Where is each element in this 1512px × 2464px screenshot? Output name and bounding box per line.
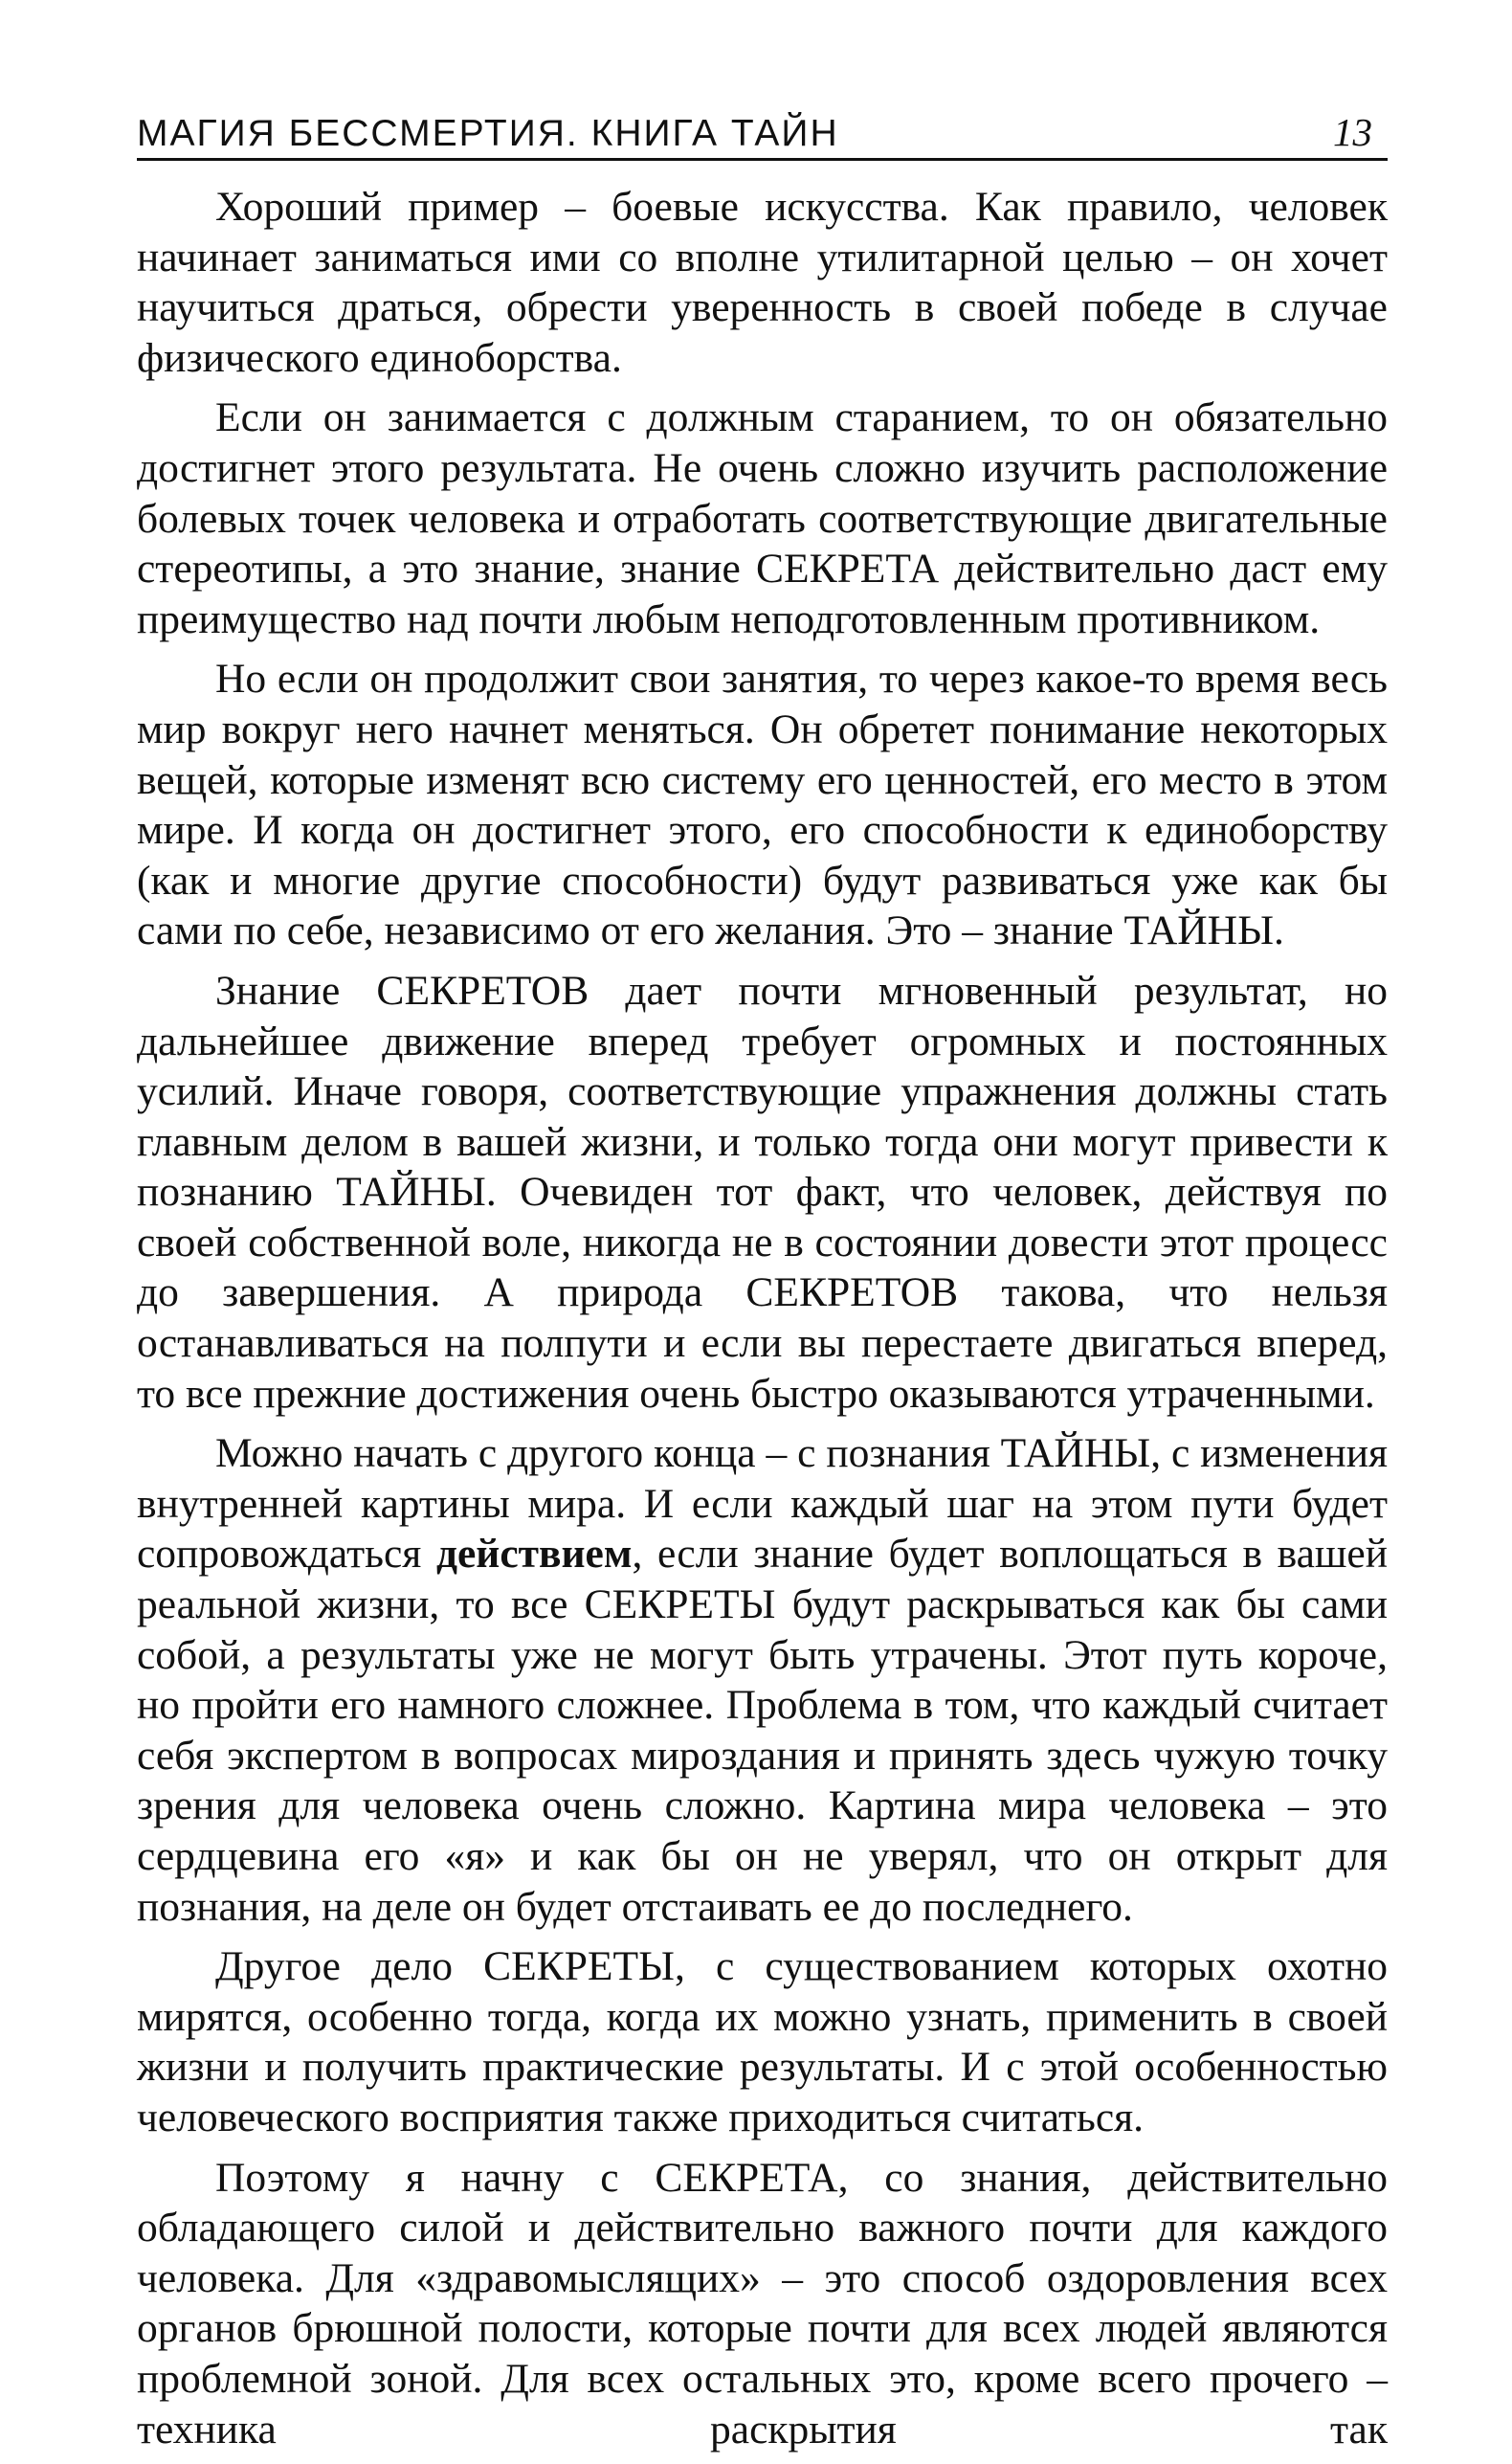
paragraph-3: Но если он продолжит свои занятия, то через какое-то время весь мир вокруг него начнет меняться. Он обретет понимание некоторых вещей, которые изменят всю систему его ценностей, его место в этом мире. И когда он достигнет этого, его способности к единоборству (как и многие другие способности) будут развиваться уже как бы сами по себе, независимо от его желания. Это – знание ТАЙНЫ. <box>137 656 1388 954</box>
emphasis-action: действием <box>435 1531 633 1578</box>
paragraph-5-start: Можно начать с другого конца – с познания ТАЙНЫ, с изменения внутренней картины мира. И если каждый шаг на этом пути будет сопровождаться <box>137 1430 1388 1578</box>
body-text <box>137 182 1388 2464</box>
paragraph-5-end: , если знание будет воплощаться в вашей реальной жизни, то все СЕКРЕТЫ будут раскрываться как бы сами собой, а результаты уже не могут быть утрачены. Этот путь короче, но пройти его намного сложнее. Проблема в том, что каждый считает себя экспертом в вопросах мироздания и принять здесь чужую точку зрения для человека очень сложно. Картина мира человека – это сердцевина его «я» и как бы он не уверял, что он открыт для познания, на деле он будет отстаивать ее до последнего. <box>137 1531 1388 1930</box>
paragraph-5 <box>137 1428 1388 1932</box>
running-header <box>137 110 1388 161</box>
paragraph-6: Другое дело СЕКРЕТЫ, с существованием которых охотно мирятся, особенно тогда, когда их можно узнать, применить в своей жизни и получить практические результаты. И с этой особенностью человеческого восприятия также приходиться считаться. <box>137 1943 1388 2140</box>
paragraph-4: Знание СЕКРЕТОВ дает почти мгновенный результат, но дальнейшее движение вперед требует огромных и постоянных усилий. Иначе говоря, соответствующие упражнения должны стать главным делом в вашей жизни, и только тогда они могут привести к познанию ТАЙНЫ. Очевиден тот факт, что человек, действуя по своей собственной воле, никогда не в состоянии довести этот процесс до завершения. А природа СЕКРЕТОВ такова, что нельзя останавливаться на полпути и если вы перестаете двигаться вперед, то все прежние достижения очень быстро оказываются утраченными. <box>137 967 1388 1417</box>
header-title: МАГИЯ БЕССМЕРТИЯ. КНИГА ТАЙН <box>137 113 839 154</box>
paragraph-1: Хороший пример – боевые искусства. Как правило, человек начинает заниматься ими со вполне утилитарной целью – он хочет научиться драться, обрести уверенность в своей победе в случае физического единоборства. <box>137 184 1388 381</box>
paragraph-2: Если он занимается с должным старанием, то он обязательно достигнет этого результата. Не очень сложно изучить расположение болевых точек человека и отработать соответствующие двигательные стереотипы, а это знание, знание СЕКРЕТА действительно даст ему преимущество над почти любым неподготовленным противником. <box>137 394 1388 642</box>
paragraph-7: Поэтому я начну с СЕКРЕТА, со знания, действительно обладающего силой и действительно важного почти для каждого человека. Для «здравомыслящих» – это способ оздоровления всех органов брюшной полости, которые почти для всех людей являются проблемной зоной. Для всех остальных это, кроме всего прочего – техника раскрытия так <box>137 2154 1388 2453</box>
page-number: 13 <box>1333 110 1372 154</box>
